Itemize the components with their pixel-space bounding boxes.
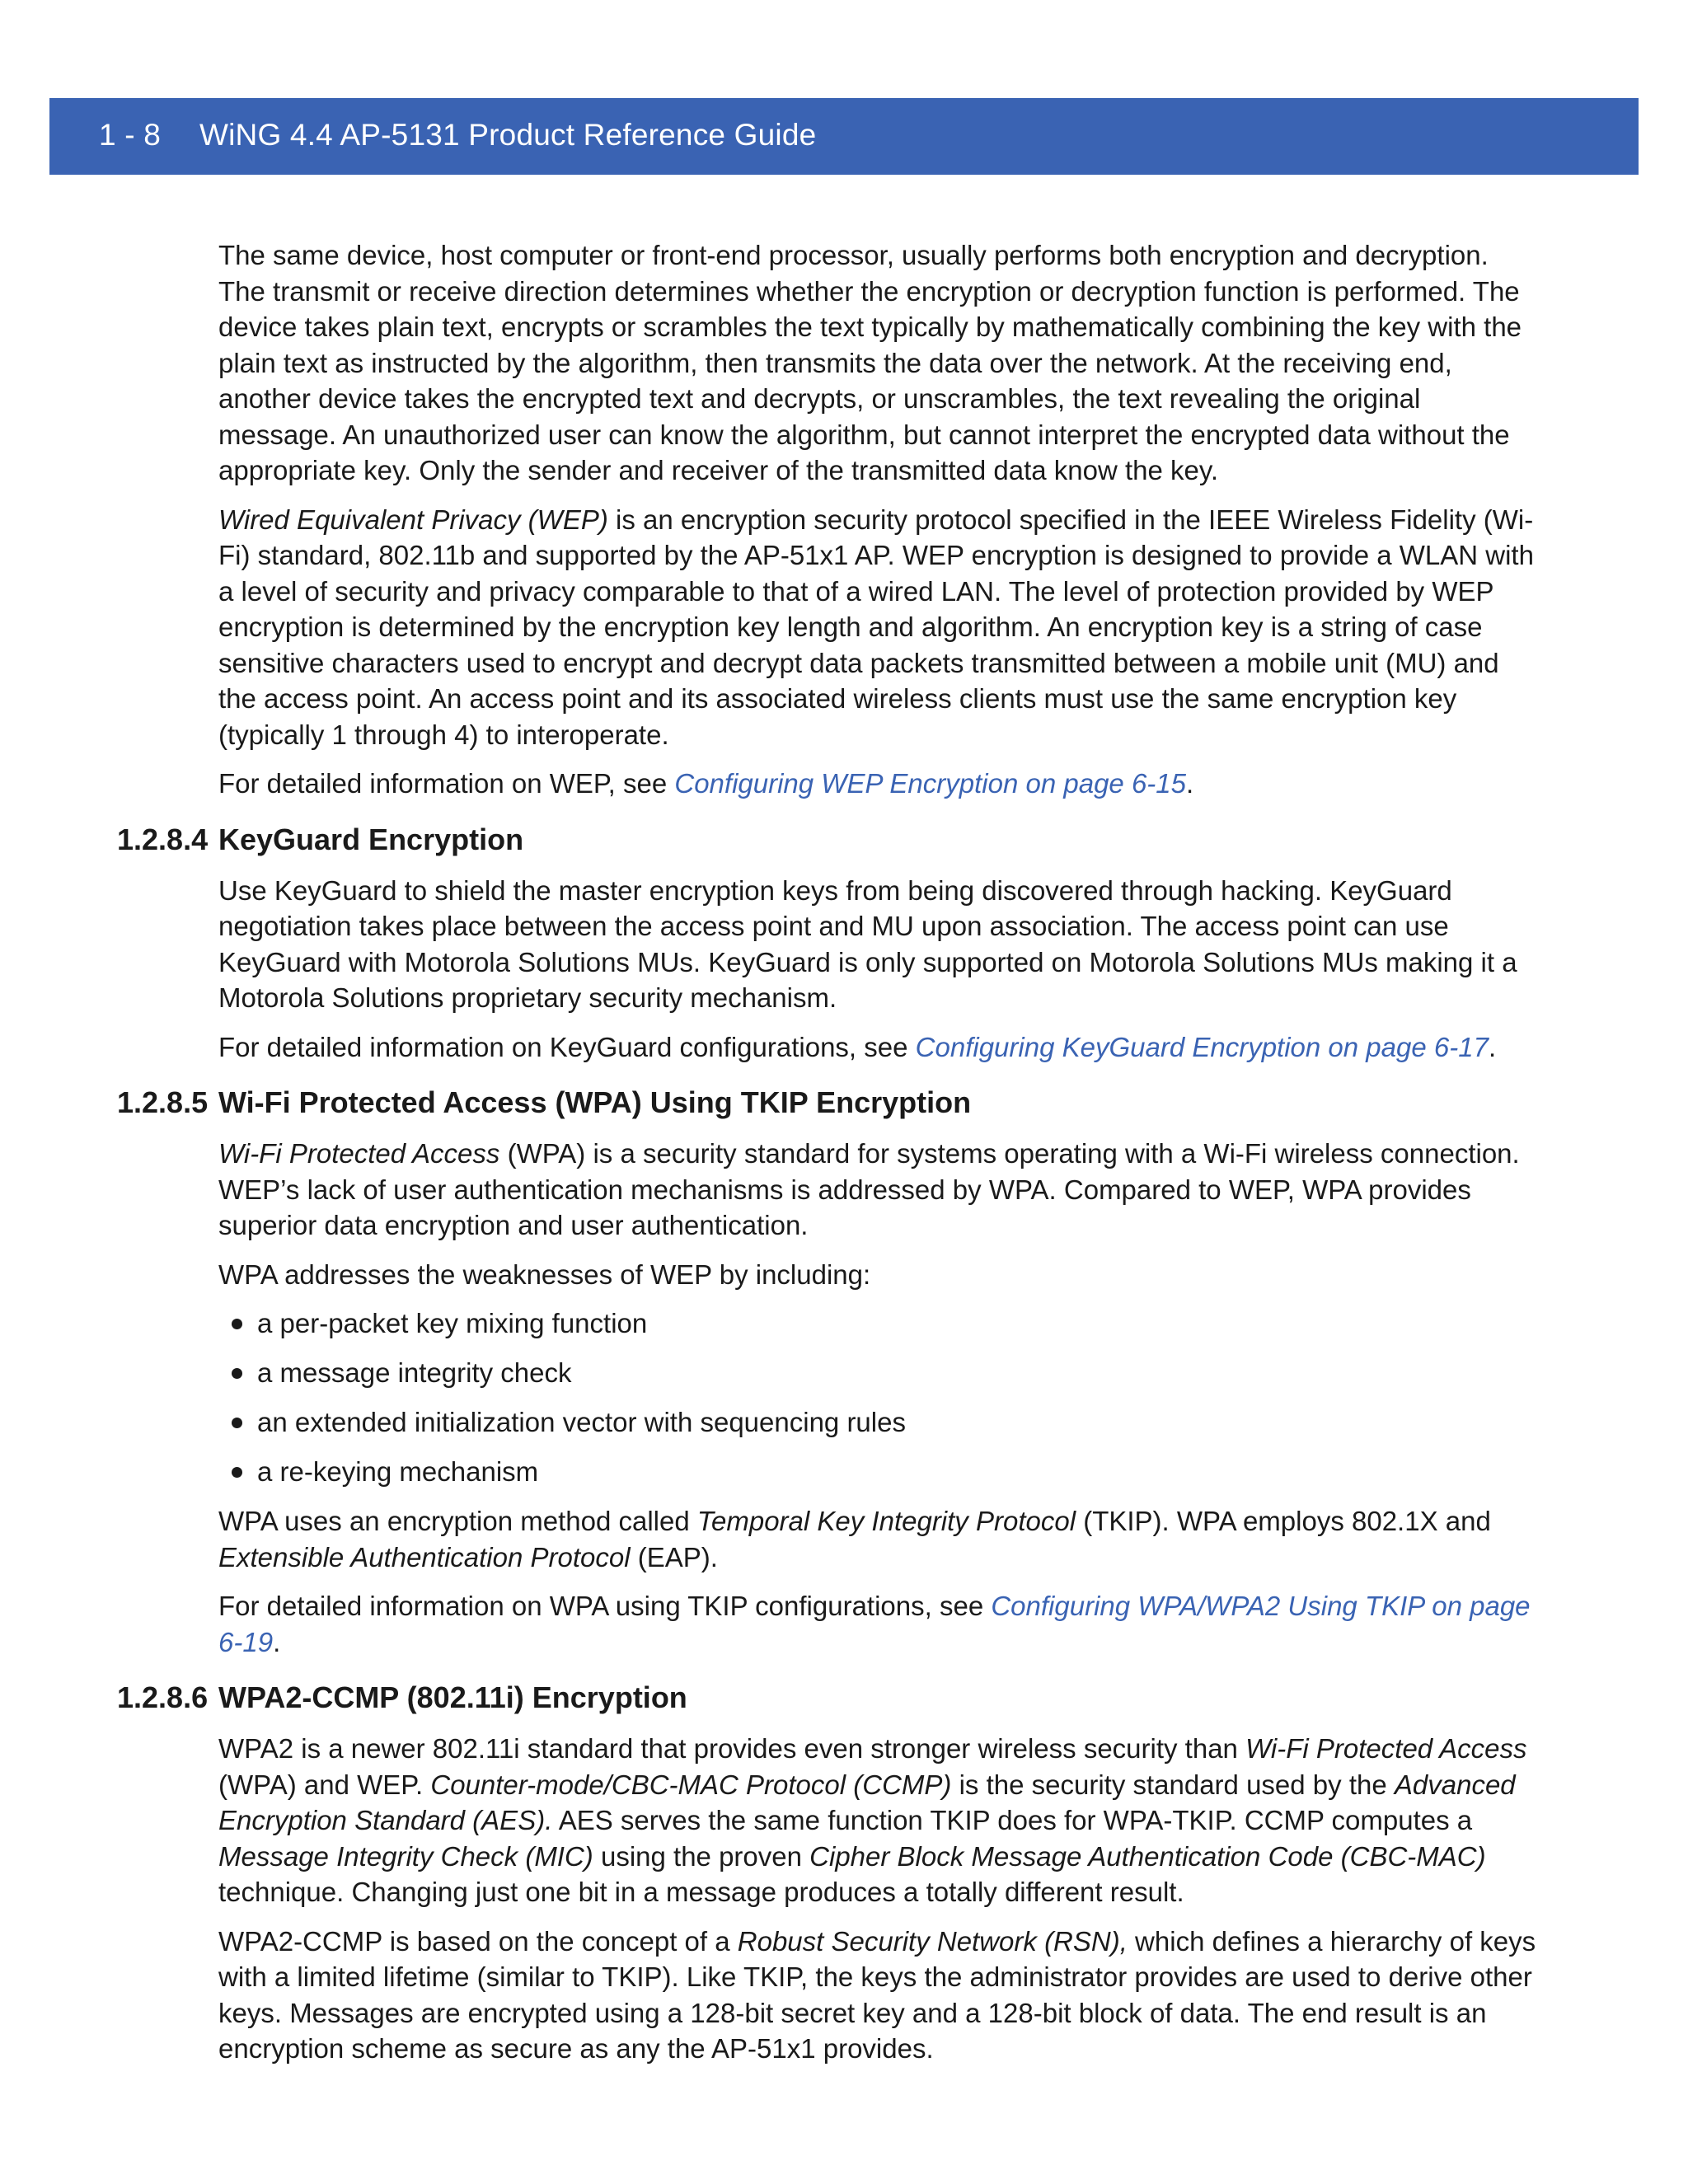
wpa-paragraph-1: Wi-Fi Protected Access (WPA) is a security standard for systems operating with a Wi-Fi wireless connection. WEP’s lack of user authentication mechanisms is addressed by WPA. Compared to WEP, WPA provides superior data encryption and user authentication. [218,1138,1520,1240]
section-title: KeyGuard Encryption [218,822,524,856]
intro-paragraph-1: The same device, host computer or front-end processor, usually performs both encryption and decryption. The transmit or receive direction determines whether the encryption or decryption function is performed. The device takes plain text, encrypts or scrambles the text typically by mathematically combining the key with the plain text as instructed by the algorithm, then transmits the data over the network. At the receiving end, another device takes the encrypted text and decrypts, or unscrambles, the text revealing the original message. An unauthorized user can know the algorithm, but cannot interpret the encrypted data without the appropriate key. Only the sender and receiver of the transmitted data know the key. [218,240,1522,485]
keyguard-paragraph-1: Use KeyGuard to shield the master encryption keys from being discovered through hacking. KeyGuard negotiation takes place between the access point and MU upon association. The access point can use KeyGuard with Motorola Solutions MUs. KeyGuard is only supported on Motorola Solutions MUs making it a Motorola Solutions proprietary security mechanism. [218,874,1517,1013]
keyguard-config-link[interactable]: Configuring KeyGuard Encryption on page 6-17 [915,1031,1489,1062]
keyguard-paragraph-reference: For detailed information on KeyGuard configurations, see Configuring KeyGuard Encryption on page 6-17. [218,1031,1497,1062]
intro-paragraph-wep-reference: For detailed information on WEP, see Configuring WEP Encryption on page 6-15. [218,768,1194,799]
bullet-icon [232,1368,242,1379]
section-number: 1.2.8.4 [117,822,209,856]
wpa-paragraph-reference: For detailed information on WPA using TKIP configurations, see Configuring WPA/WPA2 Using TKIP on page 6-19. [218,1591,1531,1657]
wpa-term: Wi-Fi Protected Access [218,1138,500,1169]
page-header-bar [49,98,1639,175]
section-number: 1.2.8.6 [117,1680,209,1714]
section-heading-keyguard [0,822,1688,858]
page-content [0,237,1688,2080]
list-item: a per-packet key mixing function [218,1305,1537,1342]
intro-paragraph-wep: Wired Equivalent Privacy (WEP) is an encryption security protocol specified in the IEEE Wireless Fidelity (Wi-Fi) standard, 802.11b and supported by the AP-51x1 AP. WEP encryption is designed to provide a WLAN with a level of security and privacy comparable to that of a wired LAN. The level of protection provided by WEP encryption is determined by the encryption key length and algorithm. An encryption key is a string of case sensitive characters used to encrypt and decrypt data packets transmitted between a mobile unit (MU) and the access point. An access point and its associated wireless clients must use the same encryption key (typically 1 through 4) to interoperate. [218,504,1534,750]
bullet-icon [232,1418,242,1428]
wpa-tkip-config-link[interactable]: Configuring WPA/WPA2 Using TKIP on page 6-19 [218,1591,1531,1657]
list-item: an extended initialization vector with sequencing rules [218,1404,1537,1441]
section-heading-wpa [0,1085,1688,1121]
list-item: a message integrity check [218,1355,1537,1391]
bullet-icon [232,1319,242,1329]
wpa-paragraph-2: WPA addresses the weaknesses of WEP by including: [218,1258,871,1290]
page-number: 1 - 8 [99,118,162,152]
wpa-bullet-list [218,1305,1537,1490]
section-heading-wpa2 [0,1680,1688,1716]
bullet-icon [232,1467,242,1478]
wpa2-paragraph-1: WPA2 is a newer 802.11i standard that provides even stronger wireless security than Wi-Fi Protected Access (WPA) and WEP. Counter-mode/CBC-MAC Protocol (CCMP) is the security standard used by the Advanced Encryption Standard (AES). AES serves the same function TKIP does for WPA-TKIP. CCMP computes a Message Integrity Check (MIC) using the proven Cipher Block Message Authentication Code (CBC-MAC) technique. Changing just one bit in a message produces a totally different result. [218,1733,1527,1907]
wpa2-paragraph-2: WPA2-CCMP is based on the concept of a Robust Security Network (RSN), which defines a hierarchy of keys with a limited lifetime (similar to TKIP). Like TKIP, the keys the administrator provides are used to derive other keys. Messages are encrypted using a 128-bit secret key and a 128-bit block of data. The end result is an encryption scheme as secure as any the AP-51x1 provides. [218,1925,1536,2064]
list-item: a re-keying mechanism [218,1454,1537,1490]
document-title: WiNG 4.4 AP-5131 Product Reference Guide [199,118,817,152]
section-title: Wi-Fi Protected Access (WPA) Using TKIP Encryption [218,1085,972,1119]
section-number: 1.2.8.5 [117,1085,209,1119]
wpa-paragraph-3: WPA uses an encryption method called Temporal Key Integrity Protocol (TKIP). WPA employs 802.1X and Extensible Authentication Protocol (EAP). [218,1506,1491,1572]
wep-term: Wired Equivalent Privacy (WEP) [218,504,608,535]
section-title: WPA2-CCMP (802.11i) Encryption [218,1680,687,1714]
wep-config-link[interactable]: Configuring WEP Encryption on page 6-15 [674,768,1186,799]
